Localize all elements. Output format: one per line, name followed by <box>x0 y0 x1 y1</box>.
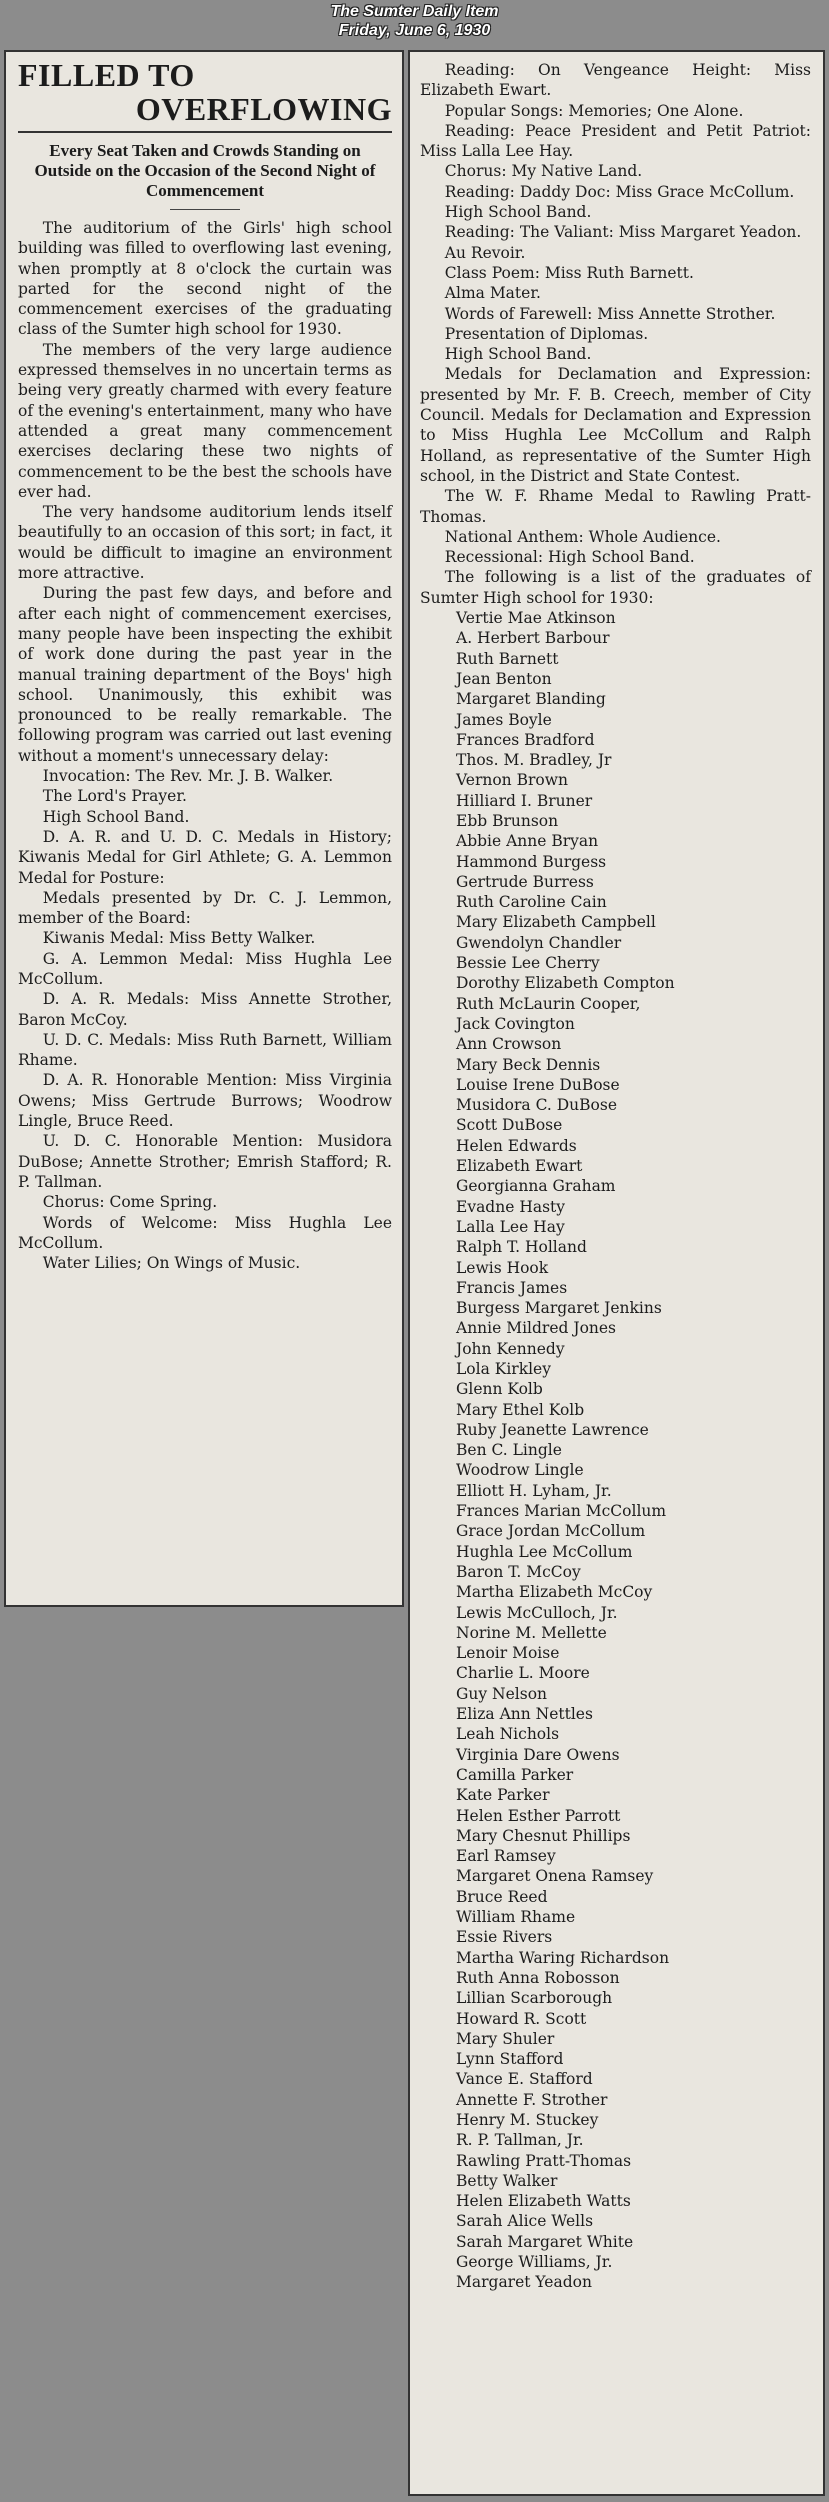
graduate-name: Ruth McLaurin Cooper, <box>456 994 641 1013</box>
graduate-name: Ruby Jeanette Lawrence <box>456 1420 649 1439</box>
graduate-name: Margaret Onena Ramsey <box>456 1867 654 1886</box>
graduate-name: Thos. M. Bradley, Jr <box>456 751 612 770</box>
subhead: Every Seat Taken and Crowds Standing on Outside on the Occasion of the Second Night of Commencement <box>34 141 376 200</box>
article-paragraph: The auditorium of the Girls' high school building was filled to overflowing last evening, when promptly at 8 o'clock the curtain was parted for the second night of the commencement exercises of the graduating class of the Sumter high school for 1930. <box>18 219 392 339</box>
article-paragraph: Words of Farewell: Miss Annette Strother. <box>444 304 776 323</box>
graduate-name: Sarah Alice Wells <box>456 2212 594 2231</box>
graduate-name: Elizabeth Ewart <box>456 1157 583 1176</box>
graduate-name: Ann Crowson <box>456 1035 562 1054</box>
article-paragraph: National Anthem: Whole Audience. <box>444 527 721 546</box>
graduate-name: Martha Waring Richardson <box>456 1948 670 1967</box>
graduate-name: Margaret Yeadon <box>456 2273 592 2292</box>
headline-line2: OVERFLOWING <box>135 91 392 127</box>
article-paragraph: Chorus: Come Spring. <box>42 1193 218 1212</box>
article-paragraph: U. D. C. Medals: Miss Ruth Barnett, William Rhame. <box>18 1030 392 1070</box>
masthead-paper: The Sumter Daily Item <box>330 3 499 20</box>
article-paragraph: High School Band. <box>444 345 592 364</box>
graduate-name: Gwendolyn Chandler <box>456 933 622 952</box>
graduate-name: Lenoir Moise <box>456 1644 560 1663</box>
graduate-name: James Boyle <box>456 710 552 729</box>
graduate-name: Mary Ethel Kolb <box>456 1400 585 1419</box>
article-paragraph: Reading: Peace President and Petit Patriot: Miss Lalla Lee Hay. <box>420 121 811 161</box>
graduate-name: Henry M. Stuckey <box>456 2110 599 2129</box>
article-paragraph: D. A. R. Medals: Miss Annette Strother, Baron McCoy. <box>18 990 392 1029</box>
article-paragraph: High School Band. <box>444 203 592 222</box>
headline-rule <box>18 131 392 133</box>
article-paragraph: Popular Songs: Memories; One Alone. <box>444 101 744 120</box>
graduate-name: Dorothy Elizabeth Compton <box>456 974 675 993</box>
article-paragraph: The Lord's Prayer. <box>42 787 187 806</box>
article-paragraph: Words of Welcome: Miss Hughla Lee McCollum. <box>18 1213 392 1252</box>
right-column <box>408 50 825 2496</box>
graduate-name: Lillian Scarborough <box>456 1989 613 2008</box>
article-paragraph: Water Lilies; On Wings of Music. <box>42 1254 301 1273</box>
article-paragraph: D. A. R. Honorable Mention: Miss Virginia Owens; Miss Gertrude Burrows; Woodrow Lingle, Bruce Reed. <box>18 1071 392 1131</box>
article-paragraph: The very handsome auditorium lends itself beautifully to an occasion of this sort; in fact, it would be difficult to imagine an environment more attractive. <box>18 503 392 583</box>
graduate-name: Norine M. Mellette <box>456 1623 607 1642</box>
graduate-name: George Williams, Jr. <box>456 2253 613 2272</box>
graduate-name: Lalla Lee Hay <box>456 1217 565 1236</box>
masthead <box>0 0 829 50</box>
graduate-name: Camilla Parker <box>456 1765 574 1784</box>
article-paragraph: High School Band. <box>42 807 190 826</box>
article-paragraph: The W. F. Rhame Medal to Rawling Pratt-Thomas. <box>420 487 811 526</box>
left-column-body <box>18 218 392 1273</box>
graduate-name: Lewis McCulloch, Jr. <box>456 1603 618 1622</box>
graduate-name: Ebb Brunson <box>456 811 559 830</box>
graduate-name: Hughla Lee McCollum <box>456 1542 633 1561</box>
graduate-name: Sarah Margaret White <box>456 2232 634 2251</box>
graduate-name: Frances Bradford <box>456 730 595 749</box>
graduate-name: Ruth Caroline Cain <box>456 893 607 912</box>
graduate-name: Virginia Dare Owens <box>456 1745 620 1764</box>
headline <box>18 58 392 126</box>
article-paragraph: Au Revoir. <box>444 243 526 262</box>
headline-line1: FILLED TO <box>18 57 195 93</box>
graduate-name: Ralph T. Holland <box>456 1238 587 1257</box>
article-paragraph: Medals for Declamation and Expression: presented by Mr. F. B. Creech, member of City Council. Medals for Declamation and Expression to Miss Hughla Lee McCollum and Ralph Holland, as representative of the Sumter High school, in the District and State Contest. <box>420 365 811 485</box>
graduate-name: Grace Jordan McCollum <box>456 1522 646 1541</box>
graduate-name: Baron T. McCoy <box>456 1562 581 1581</box>
graduate-name: Lynn Stafford <box>456 2050 564 2069</box>
graduate-name: Martha Elizabeth McCoy <box>456 1583 653 1602</box>
graduate-name: Vernon Brown <box>456 771 568 790</box>
graduate-name: Jean Benton <box>456 669 552 688</box>
graduate-name: Francis James <box>456 1278 568 1297</box>
graduate-name: John Kennedy <box>456 1339 565 1358</box>
graduate-name: Mary Elizabeth Campbell <box>456 913 656 932</box>
graduate-name: A. Herbert Barbour <box>456 629 610 648</box>
graduate-name: Bessie Lee Cherry <box>456 954 600 973</box>
article-paragraph: Alma Mater. <box>444 284 541 303</box>
graduate-name: Ben C. Lingle <box>456 1441 562 1460</box>
graduate-name: Woodrow Lingle <box>456 1461 584 1480</box>
graduate-name: Hammond Burgess <box>456 852 607 871</box>
article-paragraph: U. D. C. Honorable Mention: Musidora DuBose; Annette Strother; Emrish Stafford; R. P. Tallman. <box>18 1132 392 1191</box>
graduate-name: Earl Ramsey <box>456 1847 556 1866</box>
graduate-name: Helen Edwards <box>456 1136 577 1155</box>
graduate-name: Burgess Margaret Jenkins <box>456 1299 662 1318</box>
graduate-name: Rawling Pratt-Thomas <box>456 2151 632 2170</box>
graduate-name: Charlie L. Moore <box>456 1664 590 1683</box>
graduate-name: Mary Chesnut Phillips <box>456 1826 631 1845</box>
article-paragraph: Recessional: High School Band. <box>444 548 695 567</box>
graduate-name: Mary Beck Dennis <box>456 1055 601 1074</box>
graduate-name: Abbie Anne Bryan <box>456 832 599 851</box>
article-paragraph: D. A. R. and U. D. C. Medals in History; Kiwanis Medal for Girl Athlete; G. A. Lemmon Medal for Posture: <box>18 827 392 887</box>
masthead-date: Friday, June 6, 1930 <box>338 22 491 39</box>
graduate-name: Glenn Kolb <box>456 1380 543 1399</box>
graduate-name: Lola Kirkley <box>456 1360 551 1378</box>
article-paragraph: Reading: The Valiant: Miss Margaret Yeadon. <box>444 223 802 242</box>
subhead-rule <box>170 209 240 210</box>
graduate-name: Gertrude Burress <box>456 872 594 891</box>
graduate-name: R. P. Tallman, Jr. <box>456 2131 584 2150</box>
left-column <box>4 50 404 1607</box>
article-paragraph: Reading: On Vengeance Height: Miss Elizabeth Ewart. <box>420 61 811 100</box>
graduate-name: Helen Esther Parrott <box>456 1806 621 1825</box>
graduate-name: Ruth Barnett <box>456 649 559 668</box>
article-paragraph: During the past few days, and before and after each night of commencement exercises, many people have been inspecting the exhibit of work done during the past year in the manual training department of the Boys' high school. Unanimously, this exhibit was pronounced to be really remarkable. The following program was carried out last evening without a moment's unnecessary delay: <box>18 584 392 765</box>
article-paragraph: Chorus: My Native Land. <box>444 162 643 181</box>
article-paragraph: G. A. Lemmon Medal: Miss Hughla Lee McCollum. <box>18 949 392 988</box>
article-paragraph: Medals presented by Dr. C. J. Lemmon, member of the Board: <box>18 888 392 928</box>
graduate-name: Eliza Ann Nettles <box>456 1705 593 1724</box>
article-paragraph: Class Poem: Miss Ruth Barnett. <box>444 263 694 282</box>
graduate-name: Vertie Mae Atkinson <box>456 609 616 628</box>
graduate-name: Annette F. Strother <box>456 2090 608 2109</box>
graduate-name: Vance E. Stafford <box>456 2070 593 2089</box>
article-paragraph: Kiwanis Medal: Miss Betty Walker. <box>42 929 316 948</box>
graduate-name: Guy Nelson <box>456 1684 548 1703</box>
graduate-name: Elliott H. Lyham, Jr. <box>456 1481 612 1500</box>
article-paragraph: Invocation: The Rev. Mr. J. B. Walker. <box>42 767 334 786</box>
graduate-name: Evadne Hasty <box>456 1197 566 1216</box>
graduate-name: Georgianna Graham <box>456 1177 616 1196</box>
article-paragraph: Reading: Daddy Doc: Miss Grace McCollum. <box>444 182 795 201</box>
graduate-name: Howard R. Scott <box>456 2009 587 2028</box>
graduate-name: William Rhame <box>456 1908 576 1927</box>
graduate-name: Scott DuBose <box>456 1116 563 1135</box>
article-paragraph: Presentation of Diplomas. <box>444 324 649 343</box>
graduate-name: Louise Irene DuBose <box>456 1075 620 1094</box>
graduate-name: Margaret Blanding <box>456 690 606 709</box>
graduate-name: Betty Walker <box>456 2171 558 2190</box>
graduate-name: Jack Covington <box>456 1014 575 1033</box>
graduate-name: Mary Shuler <box>456 2029 555 2048</box>
graduate-name: Essie Rivers <box>456 1928 553 1947</box>
graduate-name: Hilliard I. Bruner <box>456 791 593 810</box>
graduate-name: Bruce Reed <box>456 1887 548 1906</box>
article-paragraph: The members of the very large audience expressed themselves in no uncertain terms as being very greatly charmed with every feature of the evening's entertainment, many who have attended a great many commencement exercises declaring these two nights of commencement to be the best the schools have ever had. <box>18 340 392 501</box>
graduate-name: Frances Marian McCollum <box>456 1502 667 1521</box>
graduate-name: Kate Parker <box>456 1786 550 1805</box>
graduate-name: Lewis Hook <box>456 1258 549 1277</box>
article-paragraph: The following is a list of the graduates of Sumter High school for 1930: <box>420 568 811 607</box>
graduate-name: Leah Nichols <box>456 1725 560 1744</box>
right-column-body <box>420 60 811 608</box>
graduate-name: Helen Elizabeth Watts <box>456 2192 631 2211</box>
graduate-name: Musidora C. DuBose <box>456 1096 618 1115</box>
graduate-name: Ruth Anna Robosson <box>456 1968 620 1987</box>
graduate-list <box>420 608 811 2293</box>
graduate-name: Annie Mildred Jones <box>456 1319 617 1338</box>
